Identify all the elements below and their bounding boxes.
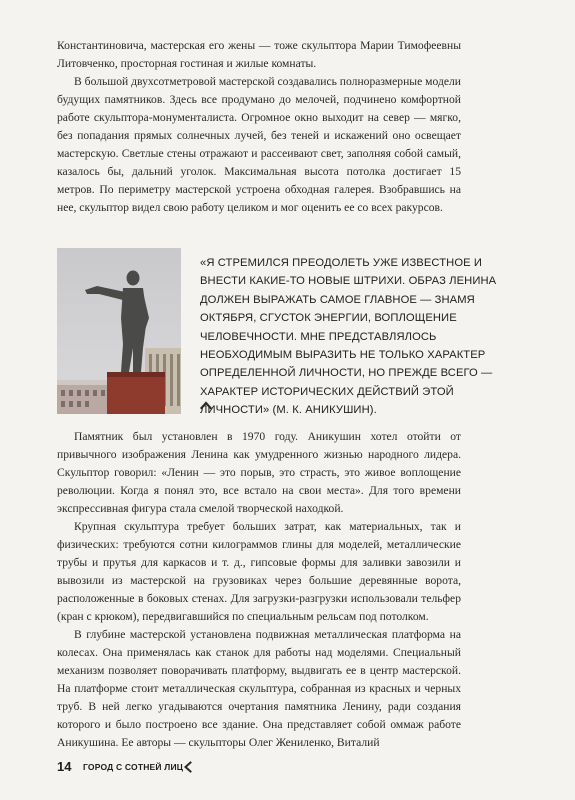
quote-text: «Я СТРЕМИЛСЯ ПРЕОДОЛЕТЬ УЖЕ ИЗВЕСТНОЕ И ВНЕСТИ КАКИЕ-ТО НОВЫЕ ШТРИХИ. ОБРАЗ ЛЕНИНА ДОЛЖЕН ВЫРАЖАТЬ САМОЕ ГЛАВНОЕ — ЗНАМЯ ОКТЯБРЯ, СГУСТОК ЭНЕРГИИ, ВОПЛОЩЕНИЕ ЧЕЛОВЕЧНОСТИ. МНЕ ПРЕДСТАВЛЯЛОСЬ НЕОБХОДИМЫМ ВЫРАЗИТЬ НЕ ТОЛЬКО ХАРАКТЕР ОПРЕДЕЛЕННОЙ ЛИЧНОСТИ, НО ПРЕЖДЕ ВСЕГО — ХАРАКТЕР ИСТОРИЧЕСКИХ ДЕЙСТВИЙ ЭТОЙ ЛИЧНОСТИ» bbox=[200, 257, 497, 417]
quote-attribution: (М. К. АНИКУШИН). bbox=[272, 404, 377, 417]
running-title: ГОРОД С СОТНЕЙ ЛИЦ bbox=[83, 762, 184, 772]
page-number: 14 bbox=[57, 759, 72, 774]
chevron-left-icon[interactable] bbox=[183, 761, 193, 773]
paragraph: Крупная скульптура требует больших затрат, как материальных, так и физических: требуются сотни килограммов глины для моделей, металлические трубы и прутья для каркасов и т. д., гипсовые формы для заливки завозили и вывозили из мастерской на грузовиках через большие деревянные ворота, расположенные в боковых стенах. Для загрузки-разгрузки использовали тельфер (кран с крюком), передвигавшийся по специальным рельсам под потолком. bbox=[57, 520, 461, 623]
pull-quote bbox=[200, 254, 515, 420]
text-block-top bbox=[57, 37, 461, 217]
paragraph: Константиновича, мастерская его жены — тоже скульптора Марии Тимофеевны Литовченко, просторная гостиная и жилые комнаты. bbox=[57, 39, 461, 70]
monument-photo bbox=[57, 248, 181, 414]
text-block-bottom bbox=[57, 428, 461, 752]
chevron-up-icon bbox=[200, 400, 212, 410]
page-footer bbox=[57, 759, 257, 779]
paragraph: Памятник был установлен в 1970 году. Аникушин хотел отойти от привычного изображения Ленина как умудренного жизнью народного лидера. Скульптор говорил: «Ленин — это порыв, это страсть, это живое воплощение революции. Когда я понял это, все встало на свои места». Для того времени экспрессивная фигура стала смелой творческой находкой. bbox=[57, 430, 461, 515]
paragraph: В большой двухсотметровой мастерской создавались полноразмерные модели будущих памятников. Здесь все продумано до мелочей, подчинено комфортной работе скульптора-монументалиста. Огромное окно выходит на север — мягко, без попадания прямых солнечных лучей, без теней и искажений оно освещает мастерскую. Светлые стены отражают и рассеивают свет, заполняя собой самый, казалось бы, дальний уголок. Максимальная высота потолка достигает 15 метров. По периметру мастерской устроена обходная галерея. Взобравшись на нее, скульптор видел свою работу целиком и мог оценить ее со всех ракурсов. bbox=[57, 75, 461, 214]
lenin-monument-illustration bbox=[57, 248, 181, 414]
paragraph: В глубине мастерской установлена подвижная металлическая платформа на колесах. Она применялась как станок для работы над моделями. Специальный механизм позволяет поворачивать платформу, выдвигать ее в центр мастерской. На платформе стоит металлическая скульптура, собранная из красных и черных труб. В ней легко угадываются очертания памятника Ленину, ради создания которого и было построено все здание. Она представляет собой оммаж работе Аникушина. Ее авторы — скульпторы Олег Жениленко, Виталий bbox=[57, 628, 461, 749]
